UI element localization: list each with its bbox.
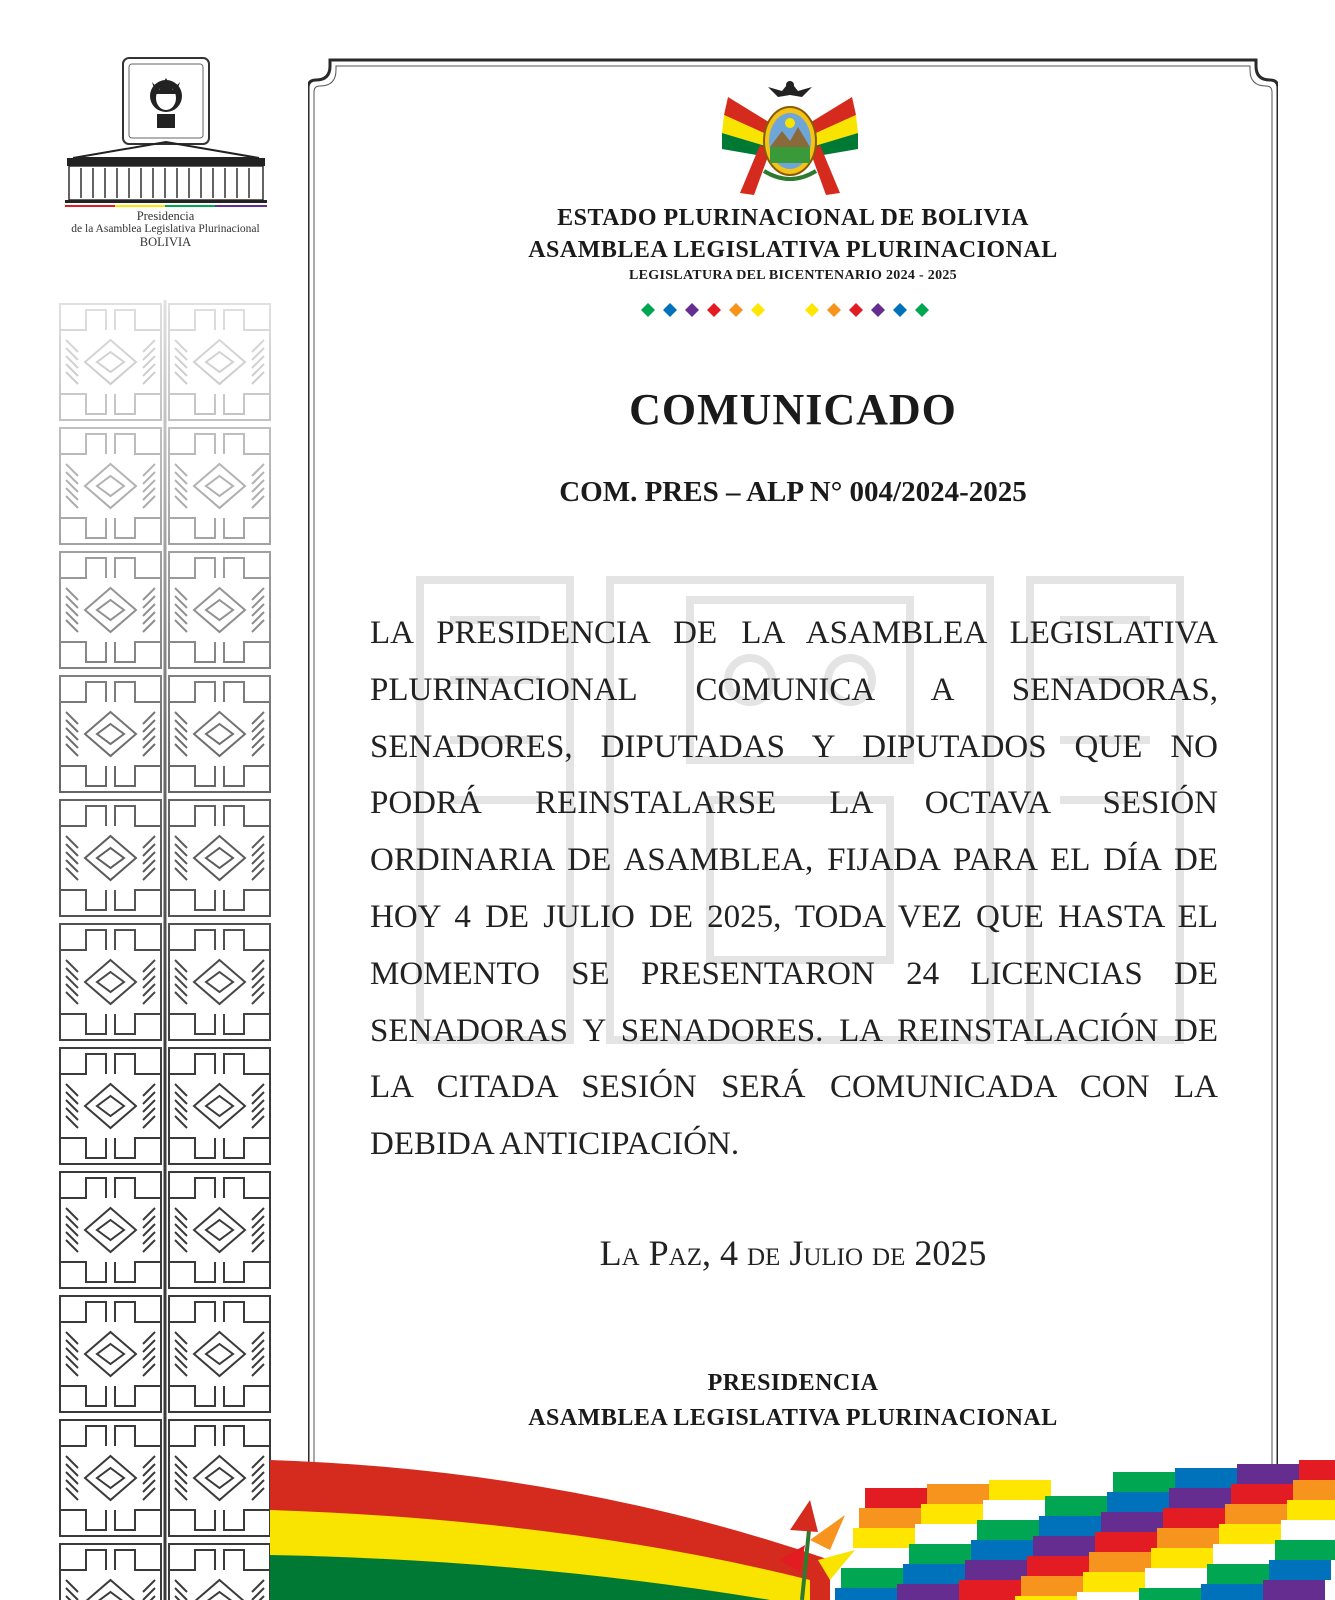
- diamond-ornament: [849, 303, 863, 317]
- bolivia-coat-of-arms: [720, 75, 860, 200]
- wiphala-cell: [1201, 1584, 1263, 1600]
- header-state-name: ESTADO PLURINACIONAL DE BOLIVIA: [557, 205, 1029, 231]
- wiphala-cell: [959, 1580, 1021, 1600]
- diamond-ornament: [915, 303, 929, 317]
- diamond-ornament: [871, 303, 885, 317]
- logo-caption-country: BOLIVIA: [139, 235, 192, 249]
- wiphala-cell: [965, 1560, 1027, 1580]
- wiphala-cell: [1275, 1540, 1335, 1560]
- diamond-ornament: [729, 303, 743, 317]
- logo-caption-assembly: de la Asamblea Legislativa Plurinacional: [71, 223, 260, 235]
- wiphala-cell: [859, 1508, 921, 1528]
- wiphala-cell: [903, 1564, 965, 1584]
- wiphala-cell: [1207, 1564, 1269, 1584]
- header-assembly-name: ASAMBLEA LEGISLATIVA PLURINACIONAL: [528, 237, 1058, 263]
- wiphala-cell: [1175, 1468, 1237, 1488]
- wiphala-cell: [1039, 1516, 1101, 1536]
- wiphala-cell: [865, 1488, 927, 1508]
- wiphala-cell: [1163, 1508, 1225, 1528]
- wiphala-cell: [1113, 1472, 1175, 1492]
- wiphala-cell: [1083, 1572, 1145, 1592]
- wiphala-cell: [1269, 1560, 1331, 1580]
- wiphala-cell: [1051, 1476, 1113, 1496]
- wiphala-cell: [1139, 1588, 1201, 1600]
- wiphala-cell: [841, 1568, 903, 1588]
- wiphala-cell: [1015, 1596, 1077, 1600]
- wiphala-cell: [909, 1544, 971, 1564]
- andean-pattern-border: [56, 300, 274, 1600]
- diamond-ornament: [685, 303, 699, 317]
- wiphala-diamond-row: [600, 300, 960, 320]
- wiphala-cell: [1263, 1580, 1325, 1600]
- wiphala-cell: [1299, 1460, 1335, 1480]
- diamond-ornament: [641, 303, 655, 317]
- wiphala-cell: [1287, 1500, 1335, 1520]
- wiphala-cell: [1145, 1568, 1207, 1588]
- wiphala-cell: [989, 1480, 1051, 1500]
- wiphala-cell: [897, 1584, 959, 1600]
- wiphala-cell: [835, 1588, 897, 1600]
- wiphala-cell: [971, 1540, 1033, 1560]
- wiphala-cell: [1237, 1464, 1299, 1484]
- document-reference-code: COM. PRES – ALP N° 004/2024-2025: [559, 476, 1027, 508]
- wiphala-cell: [1231, 1484, 1293, 1504]
- diamond-ornament: [827, 303, 841, 317]
- wiphala-cell: [1021, 1576, 1083, 1596]
- document-body: LA PRESIDENCIA DE LA ASAMBLEA LEGISLATIVA PLURINACIONAL COMUNICA A SENADORAS, SENADORES, DIPUTADAS Y DIPUTADOS QUE NO PODRÁ REINSTALARSE LA OCTAVA SESIÓN ORDINARIA DE ASAMBLEA, FIJADA PARA EL DÍA DE HOY 4 DE JULIO DE 2025, TODA VEZ QUE HASTA EL MOMENTO SE PRESENTARON 24 LICENCIAS DE SENADORAS Y SENADORES. LA REINSTALACIÓN DE LA CITADA SESIÓN SERÁ COMUNICADA CON LA DEBIDA ANTICIPACIÓN.: [370, 615, 1218, 1163]
- alp-presidency-logo: [58, 56, 273, 249]
- document-date: La Paz, 4 de Julio de 2025: [599, 1233, 987, 1273]
- wiphala-cell: [1095, 1532, 1157, 1552]
- wiphala-cell: [915, 1524, 977, 1544]
- diamond-ornament: [805, 303, 819, 317]
- wiphala-cell: [1219, 1524, 1281, 1544]
- diamond-ornament: [663, 303, 677, 317]
- wiphala-cell: [1293, 1480, 1335, 1500]
- wiphala-cell: [1077, 1592, 1139, 1600]
- flag-ribbon: [270, 1460, 1335, 1600]
- wiphala-cell: [1151, 1548, 1213, 1568]
- wiphala-cell: [921, 1504, 983, 1524]
- wiphala-cell: [1213, 1544, 1275, 1564]
- diamond-ornament: [707, 303, 721, 317]
- wiphala-cell: [1281, 1520, 1335, 1540]
- wiphala-cell: [1101, 1512, 1163, 1532]
- wiphala-cell: [1157, 1528, 1219, 1548]
- diamond-ornament: [751, 303, 765, 317]
- wiphala-cell: [1033, 1536, 1095, 1556]
- wiphala-cell: [1027, 1556, 1089, 1576]
- wiphala-cell: [847, 1548, 909, 1568]
- wiphala-cell: [1045, 1496, 1107, 1516]
- wiphala-cell: [983, 1500, 1045, 1520]
- wiphala-cell: [977, 1520, 1039, 1540]
- wiphala-cell: [1169, 1488, 1231, 1508]
- signature-presidency: PRESIDENCIA: [707, 1370, 879, 1396]
- document-title: COMUNICADO: [629, 385, 957, 434]
- wiphala-cell: [1225, 1504, 1287, 1524]
- wiphala-cell: [853, 1528, 915, 1548]
- logo-caption-presidencia: Presidencia: [136, 209, 195, 223]
- wiphala-cell: [1107, 1492, 1169, 1512]
- signature-assembly: ASAMBLEA LEGISLATIVA PLURINACIONAL: [528, 1405, 1058, 1431]
- legislative-palace-icon: [61, 56, 271, 208]
- header-legislature: LEGISLATURA DEL BICENTENARIO 2024 - 2025: [629, 268, 957, 283]
- wiphala-cell: [927, 1484, 989, 1504]
- diamond-ornament: [893, 303, 907, 317]
- wiphala-cell: [1089, 1552, 1151, 1572]
